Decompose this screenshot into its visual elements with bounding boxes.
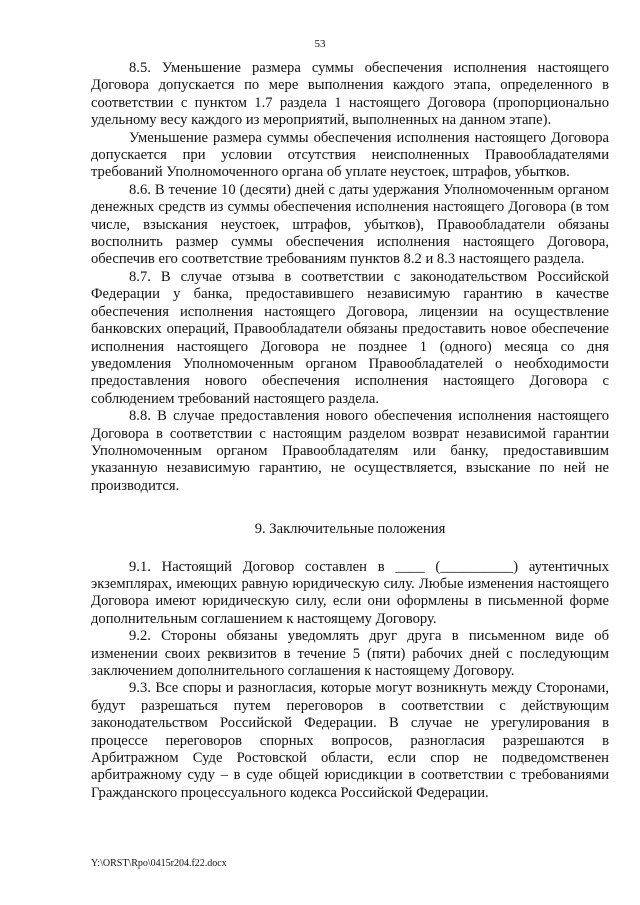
paragraph-8-5: 8.5. Уменьшение размера суммы обеспечения исполнения настоящего Договора допускается по мере выполнения каждого этапа, определенного в соответствии с пунктом 1.7 раздела 1 настоящего Договора (пропорционально удельному весу каждого из мероприятий, выполненных на данном этапе).: [91, 60, 609, 129]
paragraph-8-5-continued: Уменьшение размера суммы обеспечения исполнения настоящего Договора допускается при условии отсутствия неисполненных Правообладателями требований Уполномоченного органа об уплате неустоек, штрафов, убытков.: [91, 129, 609, 181]
paragraph-8-7: 8.7. В случае отзыва в соответствии с законодательством Российской Федерации у банка, предоставившего независимую гарантию в качестве обеспечения исполнения настоящего Договора, лицензии на осуществление банковских операций, Правообладатели обязаны предоставить новое обеспечение исполнения настоящего Договора не позднее 1 (одного) месяца со дня уведомления Уполномоченным органом Правообладателей о необходимости предоставления нового обеспечения исполнения настоящего Договора с соблюдением требований настоящего раздела.: [91, 268, 609, 407]
paragraph-9-3: 9.3. Все споры и разногласия, которые могут возникнуть между Сторонами, будут разрешаться путем переговоров в соответствии с действующим законодательством Российской Федерации. В случае не урегулирования в процессе переговоров спорных вопросов, разногласия разрешаются в Арбитражном Суде Ростовской области, если спор не подведомственен арбитражному суду – в суде общей юрисдикции в соответствии с требованиями Гражданского процессуального кодекса Российской Федерации.: [91, 680, 609, 801]
paragraph-8-8: 8.8. В случае предоставления нового обеспечения исполнения настоящего Договора в соответствии с настоящим разделом возврат независимой гарантии Уполномоченным органом Правообладателям или банку, предоставившим указанную независимую гарантию, не осуществляется, взыскание по ней не производится.: [91, 408, 609, 494]
paragraph-9-1: 9.1. Настоящий Договор составлен в ____ (__________) аутентичных экземплярах, имеющих равную юридическую силу. Любые изменения настоящего Договора имеют юридическую силу, если они оформлены в письменной форме дополнительным соглашением к настоящему Договору.: [91, 558, 609, 627]
paragraph-8-6: 8.6. В течение 10 (десяти) дней с даты удержания Уполномоченным органом денежных средств из суммы обеспечения исполнения настоящего Договора (в том числе, взыскания неустоек, штрафов, убытков), Правообладатели обязаны восполнить размер суммы обеспечения исполнения настоящего Договора, обеспечив его соответствие требованиям пунктов 8.2 и 8.3 настоящего раздела.: [91, 181, 609, 268]
page-number: 53: [314, 38, 326, 50]
footer-file-path: Y:\ORST\Rpo\0415r204.f22.docx: [91, 858, 227, 869]
document-body: [91, 60, 609, 802]
paragraph-9-2: 9.2. Стороны обязаны уведомлять друг друга в письменном виде об изменении своих реквизитов в течение 5 (пяти) рабочих дней с последующим заключением дополнительного соглашения к настоящему Договору.: [91, 628, 609, 679]
section-heading: 9. Заключительные положения: [254, 521, 446, 538]
